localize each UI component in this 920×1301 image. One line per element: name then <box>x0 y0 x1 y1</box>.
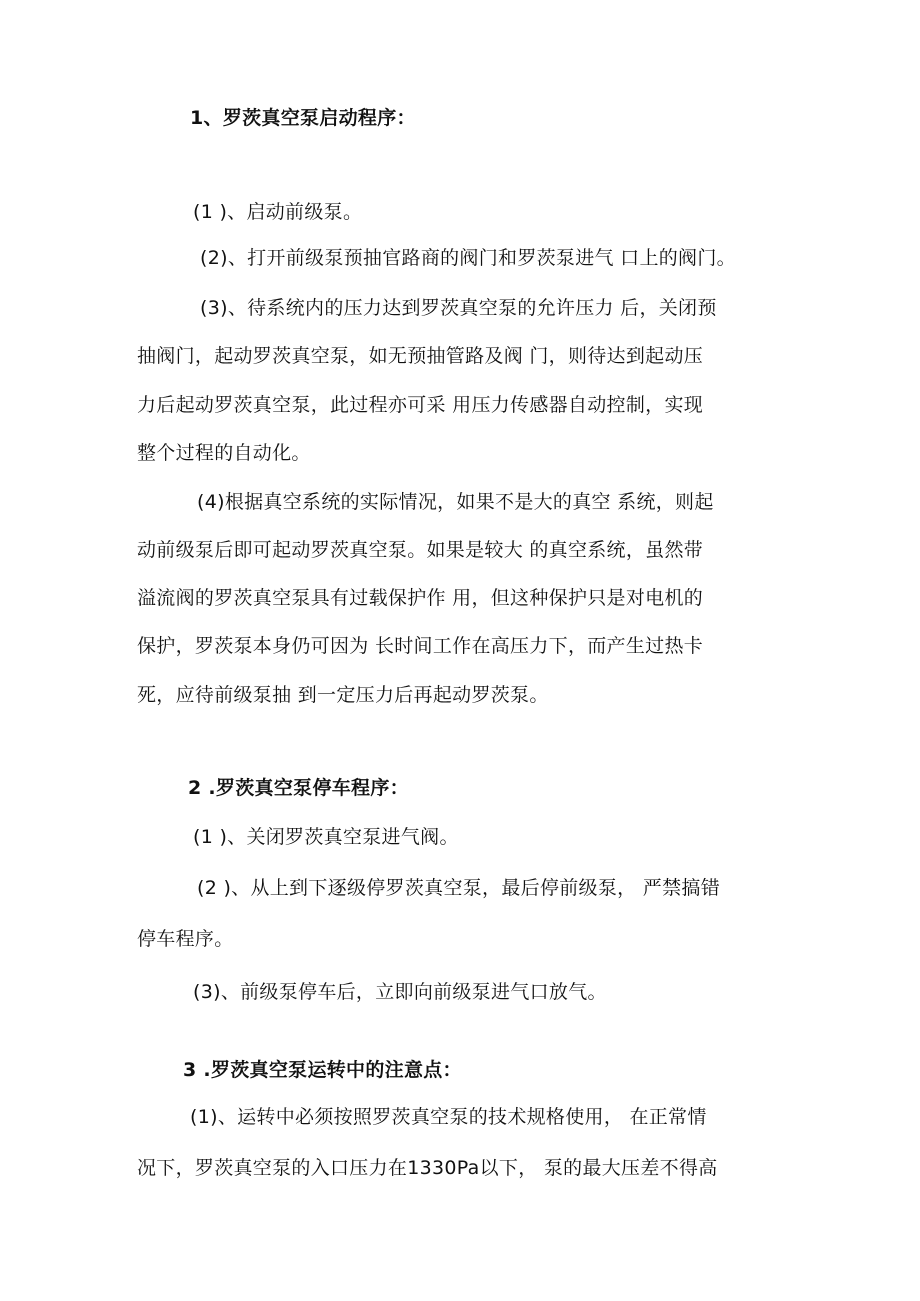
s1-item-3-line-1: (3)、待系统内的压力达到罗茨真空泵的允许压力 后，关闭预 <box>200 297 717 319</box>
s1-item-4-line-5: 死，应待前级泵抽 到一定压力后再起动罗茨泵。 <box>137 684 549 706</box>
s1-item-4-line-4: 保护，罗茨泵本身仍可因为 长时间工作在高压力下，而产生过热卡 <box>137 635 704 657</box>
s2-item-1-line-1: (1 )、关闭罗茨真空泵进气阀。 <box>193 826 459 848</box>
s1-item-2-line-1: (2)、打开前级泵预抽官路商的阀门和罗茨泵进气 口上的阀门。 <box>200 247 736 269</box>
section-3-heading: 3 .罗茨真空泵运转中的注意点： <box>183 1059 462 1081</box>
s1-item-4-line-1: (4)根据真空系统的实际情况，如果不是大的真空 系统，则起 <box>197 491 714 513</box>
section-2-heading: 2 .罗茨真空泵停车程序： <box>188 777 409 799</box>
s1-item-3-line-2: 抽阀门，起动罗茨真空泵，如无预抽管路及阀 门，则待达到起动压 <box>137 345 704 367</box>
s3-item-1-line-1: (1)、运转中必须按照罗茨真空泵的技术规格使用， 在正常情 <box>190 1106 707 1128</box>
s1-item-3-line-4: 整个过程的自动化。 <box>137 442 311 464</box>
s2-item-2-line-2: 停车程序。 <box>137 928 234 950</box>
s1-item-3-line-3: 力后起动罗茨真空泵，此过程亦可采 用压力传感器自动控制，实现 <box>137 394 704 416</box>
s1-item-4-line-3: 溢流阀的罗茨真空泵具有过载保护作 用，但这种保护只是对电机的 <box>137 587 704 609</box>
s2-item-3-line-1: (3)、前级泵停车后，立即向前级泵进气口放气。 <box>193 981 607 1003</box>
s2-item-2-line-1: (2 )、从上到下逐级停罗茨真空泵，最后停前级泵， 严禁搞错 <box>197 877 720 899</box>
s3-item-1-line-2: 况下，罗茨真空泵的入口压力在1330Pa以下， 泵的最大压差不得高 <box>137 1157 718 1179</box>
section-1-heading: 1、罗茨真空泵启动程序： <box>190 107 416 129</box>
s1-item-4-line-2: 动前级泵后即可起动罗茨真空泵。如果是较大 的真空系统，虽然带 <box>137 539 704 561</box>
s1-item-1-line-1: (1 )、启动前级泵。 <box>193 201 363 223</box>
